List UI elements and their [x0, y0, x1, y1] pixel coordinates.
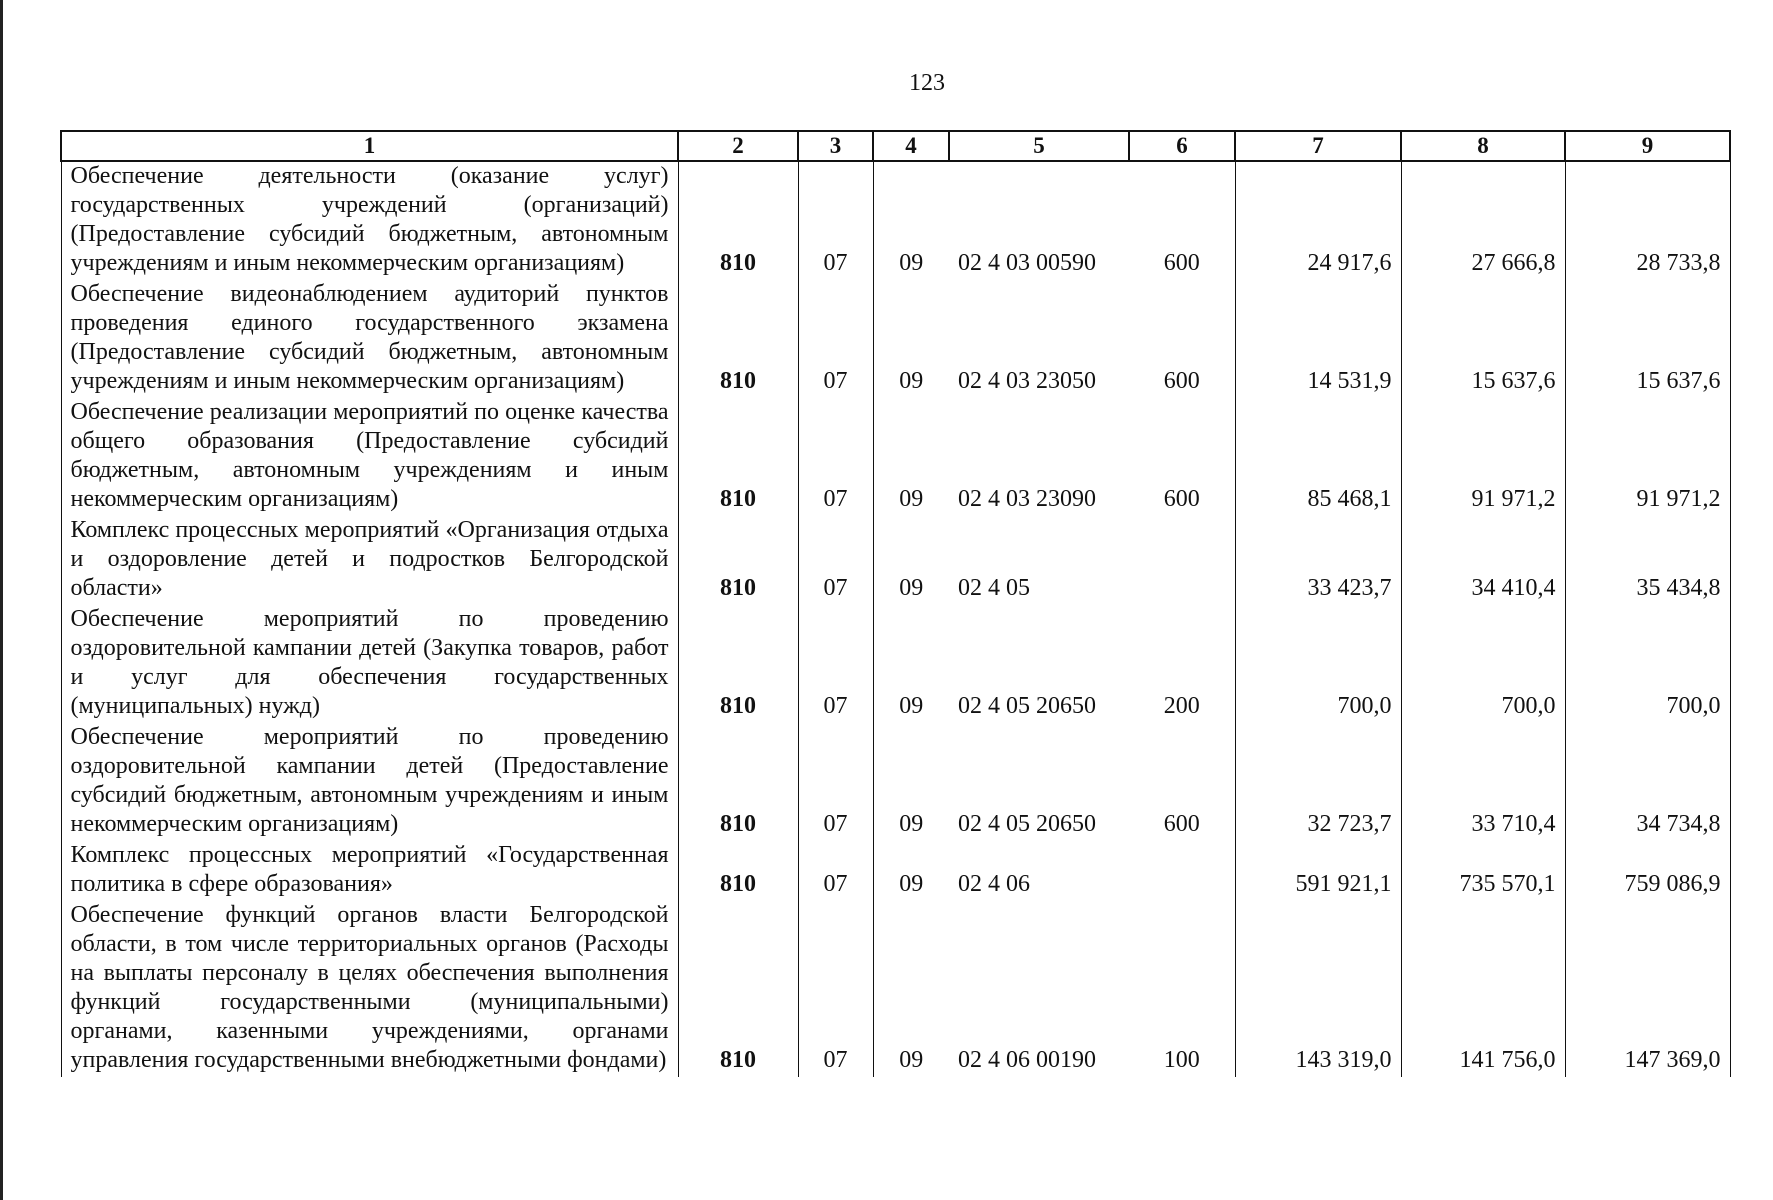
row-description: Обеспечение функций органов власти Белгородской области, в том числе территориальных органов (Расходы на выплаты персоналу в целях обеспечения выполнения функций государственными (муниципальными) органами, казенными учреждениями, органами управления государственными внебюджетными фондами) [61, 901, 678, 1077]
cell-col-7: 85 468,1 [1235, 398, 1401, 516]
cell-col-7: 143 319,0 [1235, 901, 1401, 1077]
cell-col-3: 07 [798, 841, 873, 901]
cell-col-6: 600 [1129, 280, 1235, 398]
header-col-1: 1 [61, 131, 678, 161]
cell-col-2: 810 [678, 841, 798, 901]
row-description: Обеспечение деятельности (оказание услуг) государственных учреждений (организаций) (Предоставление субсидий бюджетным, автономным учреждениям и иным некоммерческим организациям) [61, 161, 678, 280]
cell-col-2: 810 [678, 901, 798, 1077]
cell-col-3: 07 [798, 398, 873, 516]
cell-col-6: 600 [1129, 161, 1235, 280]
cell-col-2: 810 [678, 723, 798, 841]
cell-col-8: 34 410,4 [1401, 516, 1565, 605]
cell-col-5: 02 4 03 00590 [958, 250, 1096, 276]
cell-col-3: 07 [798, 161, 873, 280]
cell-col-9: 147 369,0 [1565, 901, 1730, 1077]
cell-col-5: 02 4 05 20650 [958, 693, 1096, 719]
cell-col-9: 700,0 [1565, 605, 1730, 723]
cell-col-2: 810 [678, 161, 798, 280]
cell-col-8: 27 666,8 [1401, 161, 1565, 280]
cell-col-2: 810 [678, 280, 798, 398]
header-col-4: 4 [873, 131, 949, 161]
cell-col-4: 09 [873, 901, 949, 1077]
cell-col-7: 24 917,6 [1235, 161, 1401, 280]
cell-col-4: 09 [873, 280, 949, 398]
cell-col-5: 02 4 05 20650 [958, 811, 1096, 837]
header-col-3: 3 [798, 131, 873, 161]
table-header-row [61, 131, 1730, 161]
row-description: Обеспечение мероприятий по проведению оздоровительной кампании детей (Закупка товаров, работ и услуг для обеспечения государственных (муниципальных) нужд) [61, 605, 678, 723]
cell-col-4: 09 [873, 723, 949, 841]
cell-col-3: 07 [798, 605, 873, 723]
cell-col-2: 810 [678, 398, 798, 516]
cell-col-6 [1129, 516, 1235, 605]
header-col-2: 2 [678, 131, 798, 161]
cell-col-4: 09 [873, 398, 949, 516]
header-col-8: 8 [1401, 131, 1565, 161]
cell-col-9: 28 733,8 [1565, 161, 1730, 280]
cell-col-6: 600 [1129, 723, 1235, 841]
row-description: Комплекс процессных мероприятий «Организация отдыха и оздоровление детей и подростков Белгородской области» [61, 516, 678, 605]
cell-col-8: 15 637,6 [1401, 280, 1565, 398]
cell-col-3: 07 [798, 280, 873, 398]
cell-col-4: 09 [873, 841, 949, 901]
cell-col-2: 810 [678, 516, 798, 605]
cell-col-8: 141 756,0 [1401, 901, 1565, 1077]
cell-col-7: 14 531,9 [1235, 280, 1401, 398]
cell-col-9: 15 637,6 [1565, 280, 1730, 398]
cell-col-8: 91 971,2 [1401, 398, 1565, 516]
cell-col-4: 09 [873, 516, 949, 605]
cell-col-6: 600 [1129, 398, 1235, 516]
cell-col-7: 32 723,7 [1235, 723, 1401, 841]
cell-col-9: 34 734,8 [1565, 723, 1730, 841]
cell-col-5: 02 4 03 23090 [958, 486, 1096, 512]
cell-col-9: 759 086,9 [1565, 841, 1730, 901]
cell-col-2: 810 [678, 605, 798, 723]
cell-col-6: 200 [1129, 605, 1235, 723]
cell-col-8: 735 570,1 [1401, 841, 1565, 901]
cell-col-3: 07 [798, 516, 873, 605]
table-row [61, 901, 1730, 1077]
cell-col-5: 02 4 06 00190 [958, 1047, 1096, 1073]
cell-col-8: 700,0 [1401, 605, 1565, 723]
page-number: 123 [909, 70, 945, 96]
cell-col-4: 09 [873, 161, 949, 280]
cell-col-7: 33 423,7 [1235, 516, 1401, 605]
cell-col-3: 07 [798, 723, 873, 841]
budget-table [60, 130, 1731, 1077]
cell-col-3: 07 [798, 901, 873, 1077]
table-row [61, 723, 1730, 841]
header-col-5: 5 [949, 131, 1129, 161]
row-description: Обеспечение мероприятий по проведению оздоровительной кампании детей (Предоставление субсидий бюджетным, автономным учреждениям и иным некоммерческим организациям) [61, 723, 678, 841]
cell-col-6: 100 [1129, 901, 1235, 1077]
cell-col-9: 91 971,2 [1565, 398, 1730, 516]
table-row [61, 605, 1730, 723]
table-row [61, 841, 1730, 901]
table-row [61, 398, 1730, 516]
cell-col-8: 33 710,4 [1401, 723, 1565, 841]
header-col-7: 7 [1235, 131, 1401, 161]
table-row [61, 161, 1730, 280]
cell-col-7: 700,0 [1235, 605, 1401, 723]
table-row [61, 280, 1730, 398]
header-col-9: 9 [1565, 131, 1730, 161]
cell-col-5: 02 4 03 23050 [958, 368, 1096, 394]
table-row [61, 516, 1730, 605]
cell-col-7: 591 921,1 [1235, 841, 1401, 901]
cell-col-9: 35 434,8 [1565, 516, 1730, 605]
row-description: Обеспечение реализации мероприятий по оценке качества общего образования (Предоставление субсидий бюджетным, автономным учреждениям и иным некоммерческим организациям) [61, 398, 678, 516]
header-col-6: 6 [1129, 131, 1235, 161]
cell-col-4: 09 [873, 605, 949, 723]
cell-col-5: 02 4 06 [958, 871, 1030, 897]
row-description: Обеспечение видеонаблюдением аудиторий пунктов проведения единого государственного экзамена (Предоставление субсидий бюджетным, автономным учреждениям и иным некоммерческим организациям) [61, 280, 678, 398]
row-description: Комплекс процессных мероприятий «Государственная политика в сфере образования» [61, 841, 678, 901]
page-left-edge [0, 0, 3, 1200]
cell-col-6 [1129, 841, 1235, 901]
cell-col-5: 02 4 05 [958, 575, 1030, 601]
